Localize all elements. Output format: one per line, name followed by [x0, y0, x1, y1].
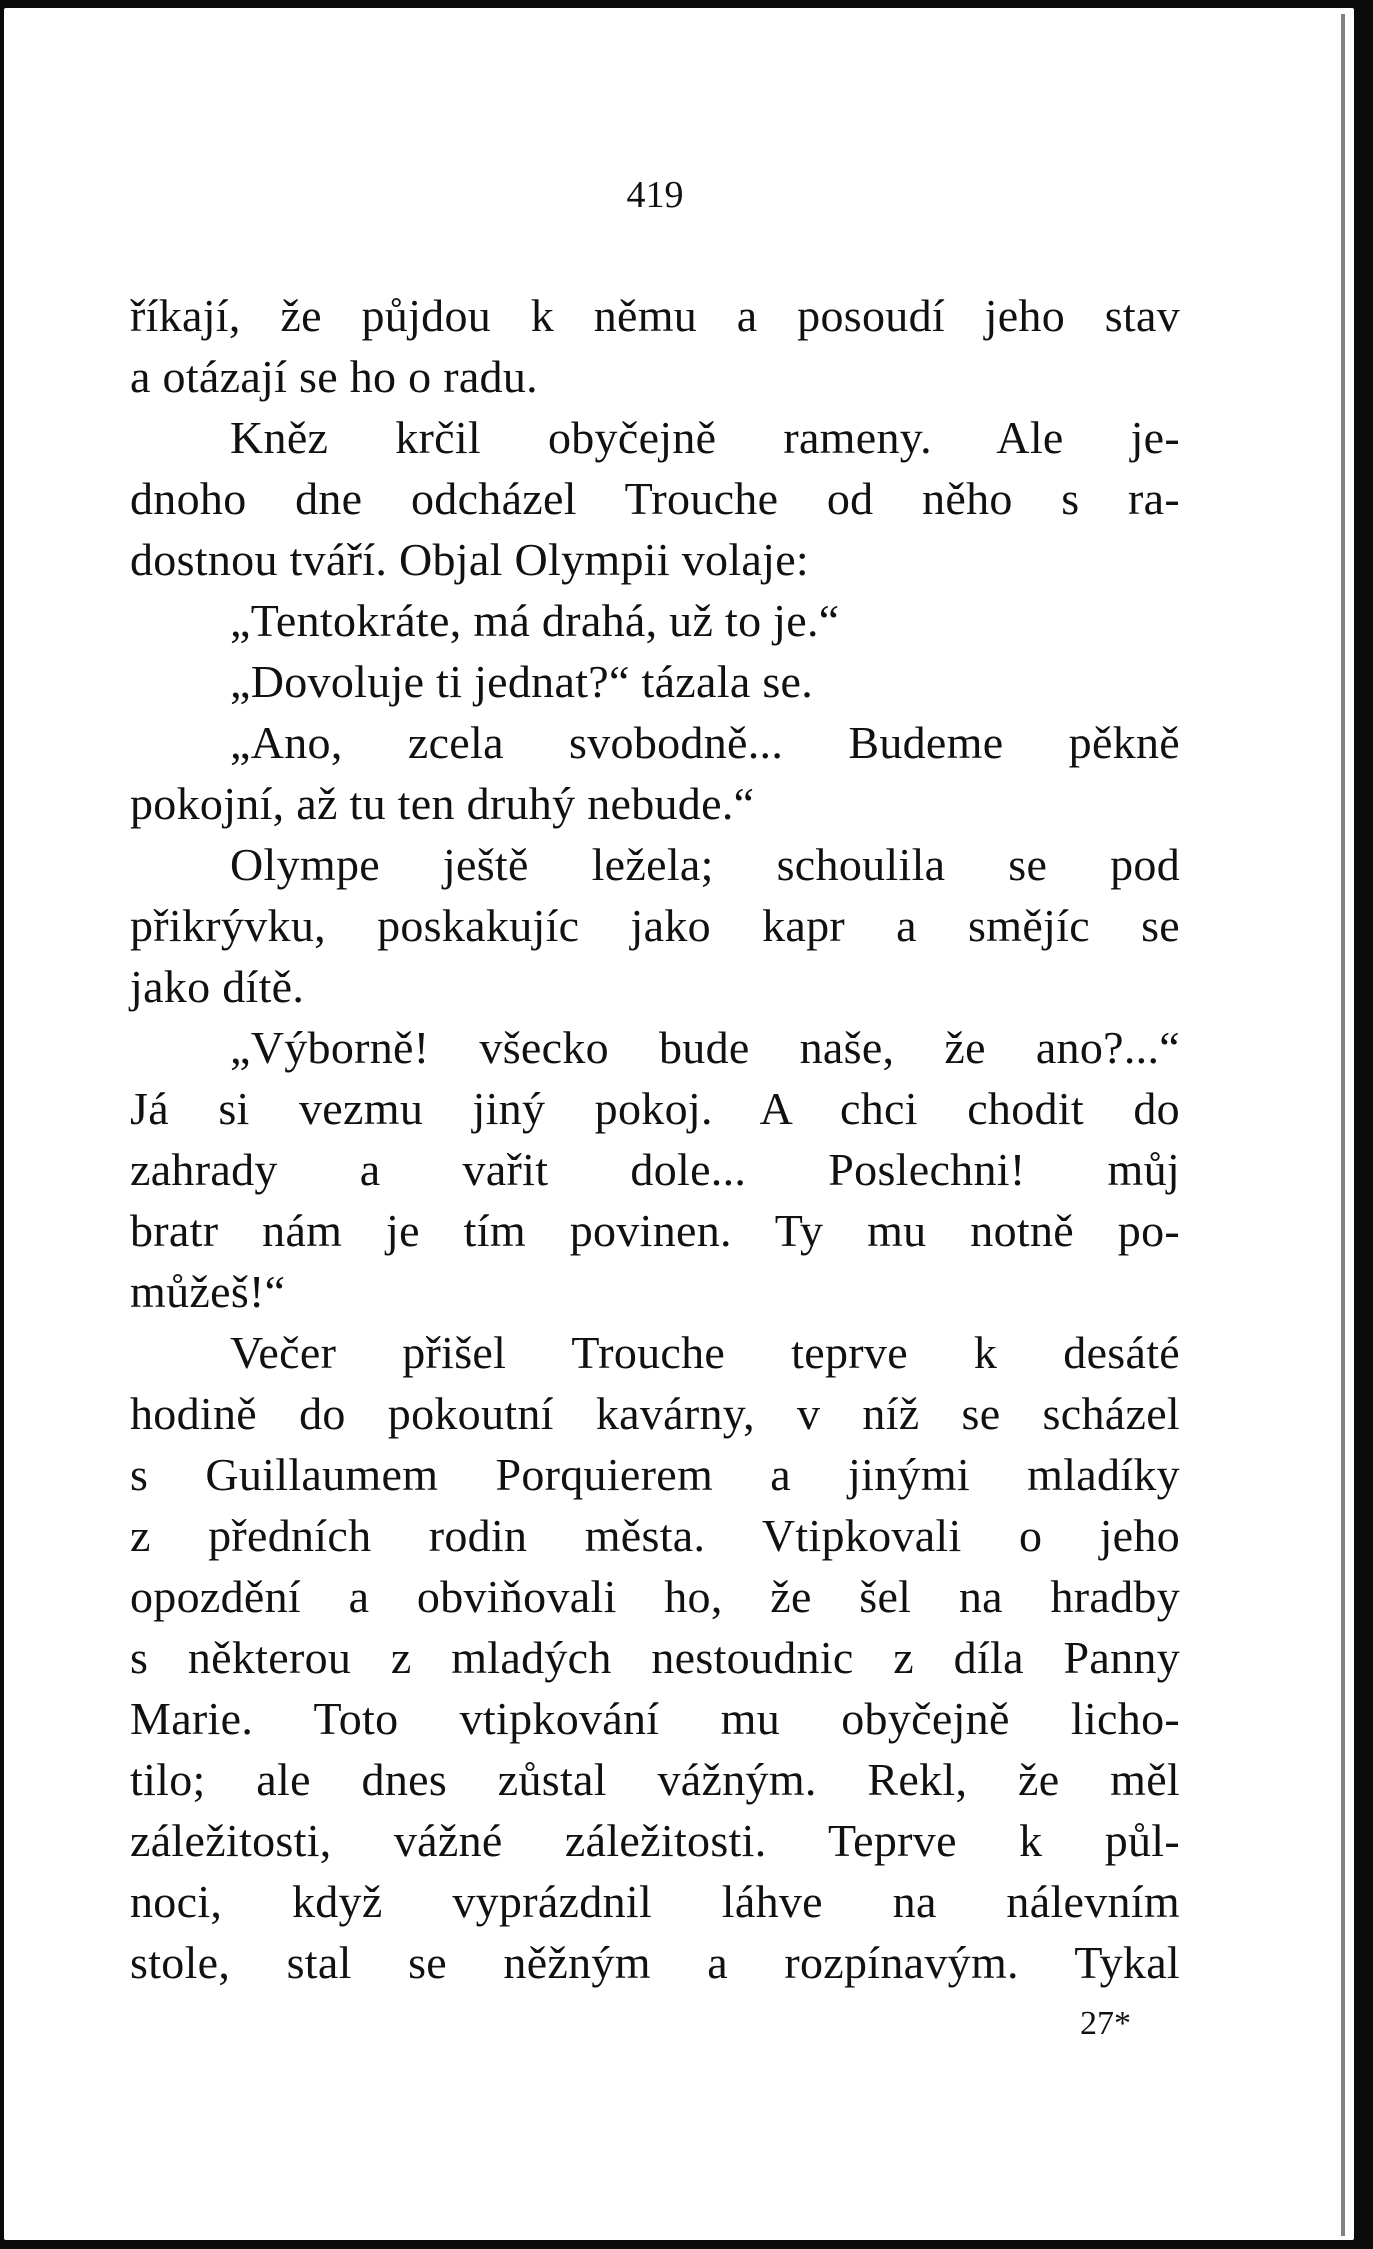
text-line: přikrývku, poskakujíc jako kapr a smějíc se	[130, 900, 1180, 951]
text-line: z předních rodin města. Vtipkovali o jeho	[130, 1510, 1180, 1561]
text-line: noci, když vyprázdnil láhve na nálevním	[130, 1876, 1180, 1927]
body-text	[130, 285, 1180, 1993]
text-line: s Guillaumem Porquierem a jinými mladíky	[130, 1449, 1180, 1500]
text-line: jako dítě.	[130, 961, 305, 1012]
text-line: dnoho dne odcházel Trouche od něho s ra-	[130, 473, 1180, 524]
text-line: můžeš!“	[130, 1266, 286, 1317]
text-line: „Výborně! všecko bude naše, že ano?...“	[230, 1022, 1180, 1073]
text-line: tilo; ale dnes zůstal vážným. Rekl, že měl	[130, 1754, 1180, 1805]
text-line: pokojní, až tu ten druhý nebude.“	[130, 778, 755, 829]
text-line: „Tentokráte, má drahá, už to je.“	[230, 595, 840, 646]
text-line: Já si vezmu jiný pokoj. A chci chodit do	[130, 1083, 1180, 1134]
page-edge-shadow	[1341, 14, 1345, 2236]
text-line: stole, stal se něžným a rozpínavým. Tykal	[130, 1937, 1180, 1988]
text-line: opozdění a obviňovali ho, že šel na hradby	[130, 1571, 1180, 1622]
text-line: hodině do pokoutní kavárny, v níž se scházel	[130, 1388, 1180, 1439]
text-line: Večer přišel Trouche teprve k desáté	[230, 1327, 1180, 1378]
text-line: říkají, že půjdou k němu a posoudí jeho stav	[130, 290, 1180, 341]
text-line: dostnou tváří. Objal Olympii volaje:	[130, 534, 809, 585]
text-line: bratr nám je tím povinen. Ty mu notně po-	[130, 1205, 1180, 1256]
text-line: Kněz krčil obyčejně rameny. Ale je-	[230, 412, 1180, 463]
text-line: Marie. Toto vtipkování mu obyčejně licho-	[130, 1693, 1180, 1744]
page-number: 419	[626, 174, 684, 216]
text-line: Olympe ještě ležela; schoulila se pod	[230, 839, 1180, 890]
printer-signature-mark: 27*	[1080, 2005, 1131, 2042]
scan-border	[1354, 0, 1373, 2249]
text-line: a otázají se ho o radu.	[130, 351, 538, 402]
text-line: „Dovoluje ti jednat?“ tázala se.	[230, 656, 814, 707]
text-line: s některou z mladých nestoudnic z díla Panny	[130, 1632, 1180, 1683]
text-line: zahrady a vařit dole... Poslechni! můj	[130, 1144, 1180, 1195]
text-line: záležitosti, vážné záležitosti. Teprve k půl-	[130, 1815, 1180, 1866]
text-line: „Ano, zcela svobodně... Budeme pěkně	[230, 717, 1180, 768]
